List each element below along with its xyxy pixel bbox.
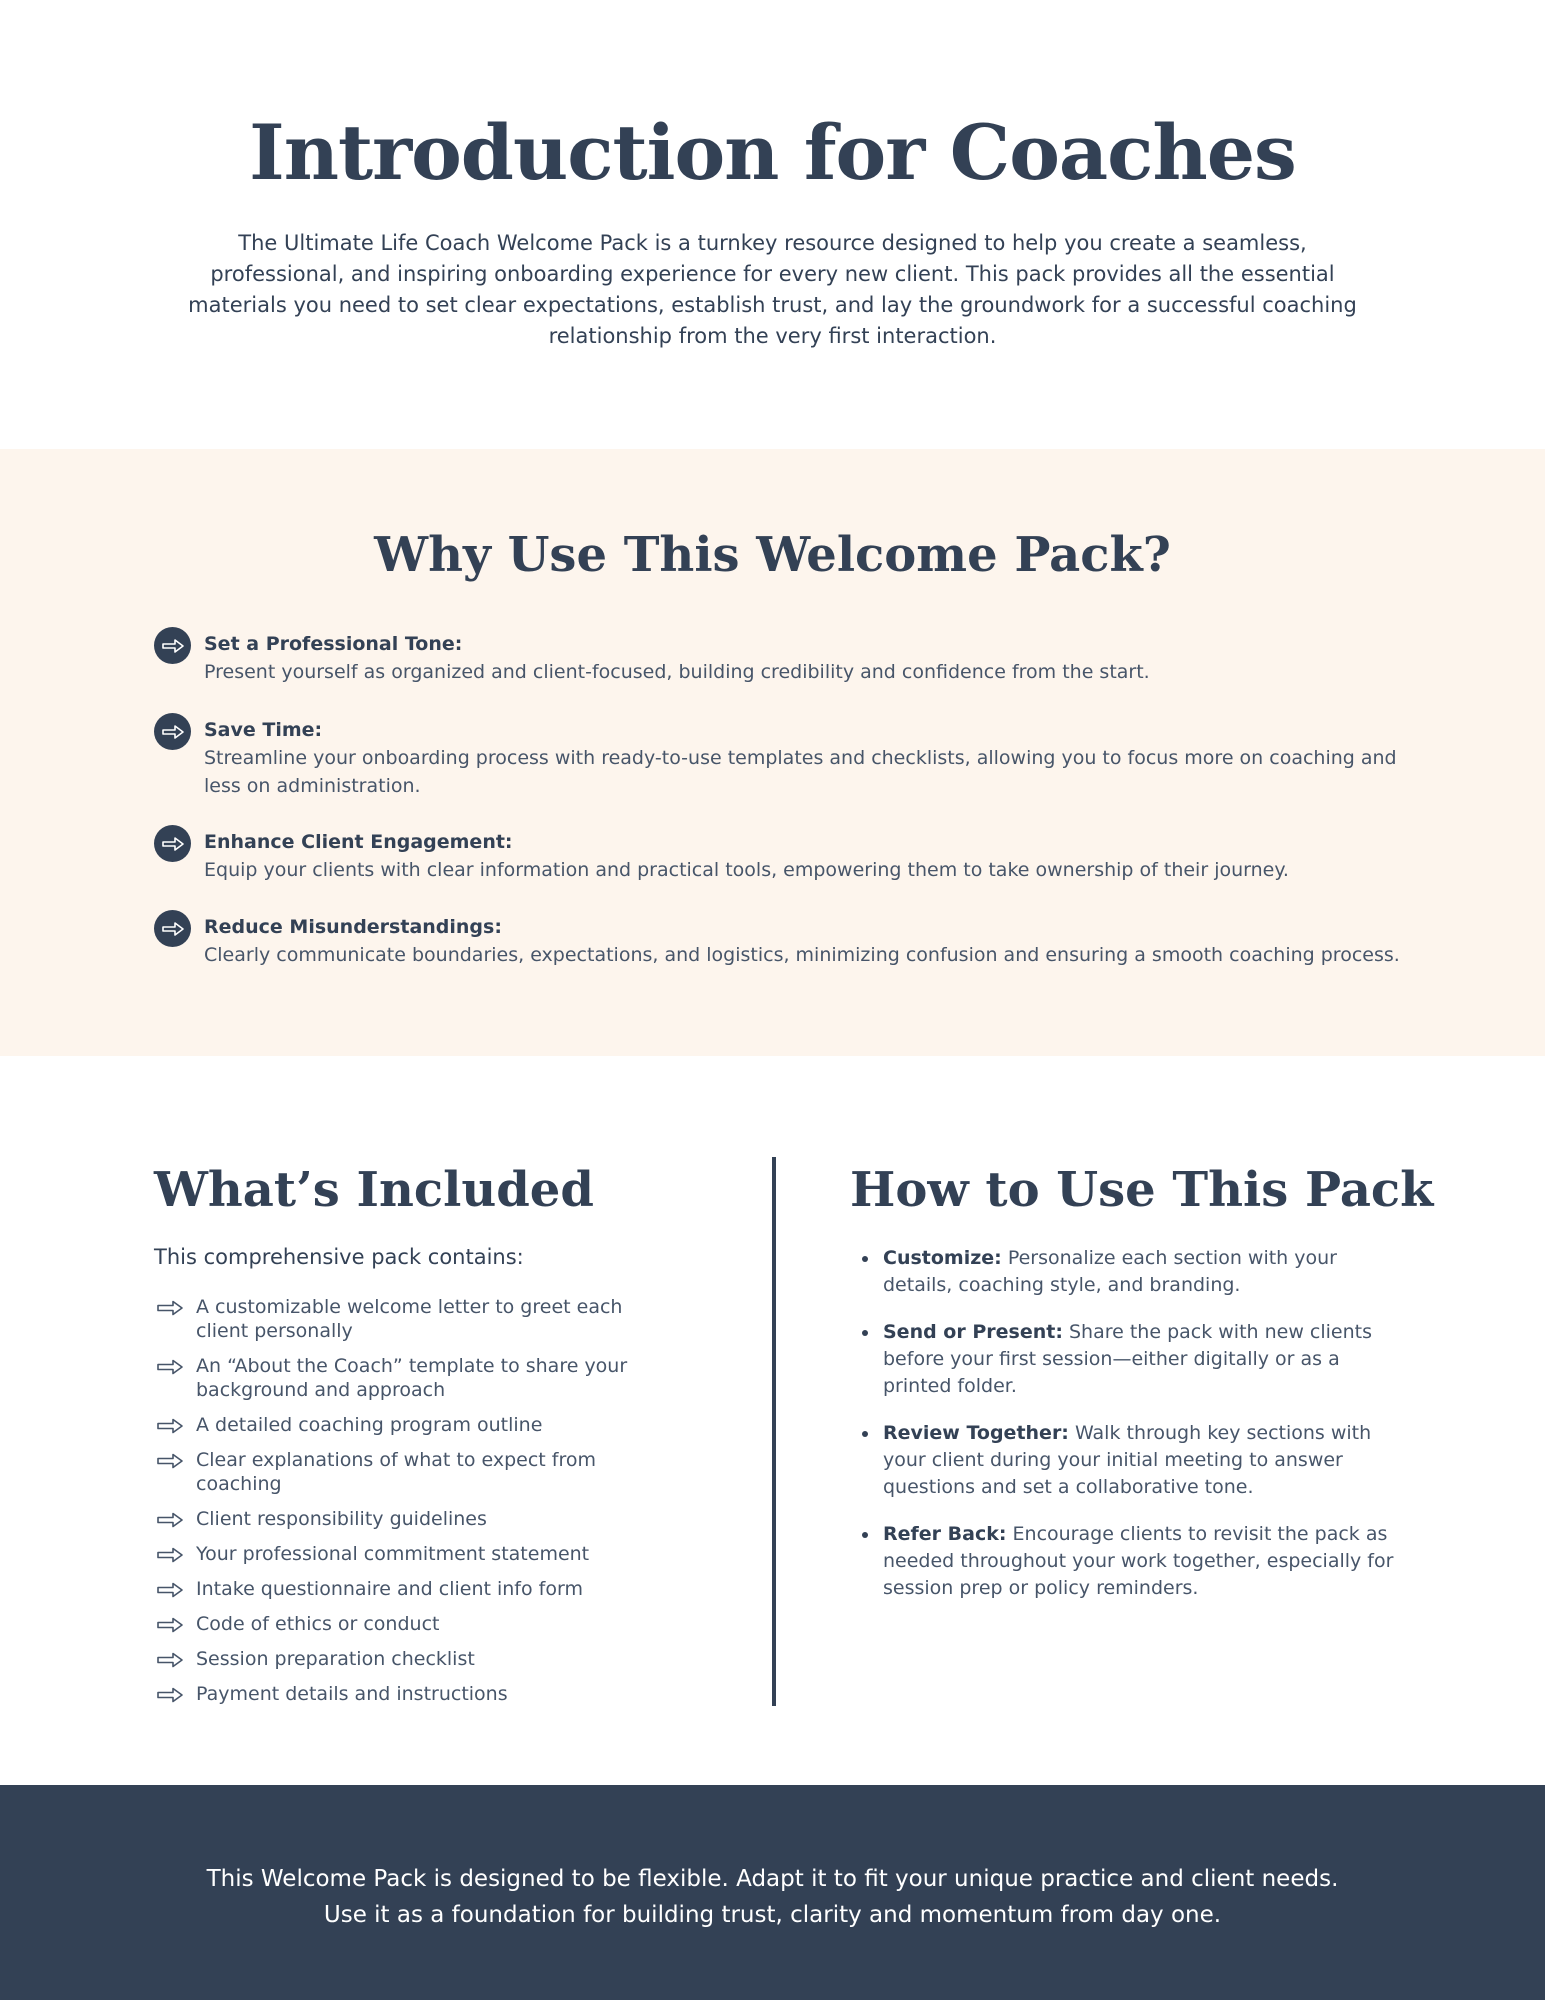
- how-item: [862, 1521, 1402, 1602]
- page-title: Introduction for Coaches: [249, 108, 1296, 197]
- how-item: [862, 1319, 1402, 1400]
- how-item: [862, 1245, 1402, 1299]
- how-item-text: Walk through key sections with your client during your initial meeting to answer questions and set a collaborative tone.: [883, 1422, 1372, 1498]
- included-item: [154, 1682, 674, 1706]
- included-item-text: Payment details and instructions: [196, 1683, 508, 1705]
- why-item-text: Equip your clients with clear information and practical tools, empowering them to take ownership of their journey.: [204, 859, 1289, 881]
- arrow-right-circle-icon: [154, 627, 191, 664]
- why-item: [154, 630, 1404, 686]
- included-item: [154, 1647, 674, 1671]
- included-item: [154, 1295, 674, 1343]
- why-item-text: Present yourself as organized and client-focused, building credibility and confidence from the start.: [204, 661, 1150, 683]
- included-item-text: Intake questionnaire and client info form: [196, 1578, 583, 1600]
- included-item-text: Session preparation checklist: [196, 1648, 475, 1670]
- how-item-title: Send or Present:: [883, 1321, 1063, 1343]
- included-item: [154, 1413, 674, 1437]
- why-item: [154, 828, 1404, 884]
- included-item-text: A customizable welcome letter to greet each client personally: [196, 1296, 623, 1342]
- included-item: [154, 1507, 674, 1531]
- how-item: [862, 1420, 1402, 1501]
- how-item-title: Refer Back:: [883, 1523, 1007, 1545]
- how-to-use-list: [862, 1245, 1402, 1622]
- arrow-right-circle-icon: [154, 910, 191, 947]
- how-item-title: Review Together:: [883, 1422, 1069, 1444]
- why-item-text: Clearly communicate boundaries, expectations, and logistics, minimizing confusion and ensuring a smooth coaching process.: [204, 944, 1400, 966]
- included-item: [154, 1354, 674, 1402]
- why-heading: Why Use This Welcome Pack?: [374, 527, 1171, 583]
- why-item: [154, 913, 1404, 969]
- column-divider: [772, 1157, 776, 1706]
- how-item-text: Encourage clients to revisit the pack as needed throughout your work together, especially for session prep or policy reminders.: [883, 1523, 1394, 1599]
- included-list: [154, 1295, 674, 1717]
- why-item: [154, 716, 1404, 800]
- how-item-title: Customize:: [883, 1247, 1002, 1269]
- how-to-use-heading: How to Use This Pack: [850, 1162, 1434, 1218]
- included-item: [154, 1577, 674, 1601]
- arrow-right-circle-icon: [154, 713, 191, 750]
- footer-line-2: Use it as a foundation for building trust, clarity and momentum from day one.: [323, 1902, 1222, 1928]
- why-item-title: Enhance Client Engagement:: [204, 831, 513, 853]
- included-item-text: Clear explanations of what to expect from coaching: [196, 1449, 597, 1495]
- included-item: [154, 1542, 674, 1566]
- why-item-title: Reduce Misunderstandings:: [204, 916, 502, 938]
- included-subheading: This comprehensive pack contains:: [154, 1245, 524, 1269]
- how-item-text: Share the pack with new clients before your first session—either digitally or as a printed folder.: [883, 1321, 1373, 1397]
- included-item-text: Code of ethics or conduct: [196, 1613, 440, 1635]
- included-item-text: A detailed coaching program outline: [196, 1414, 543, 1436]
- footer-line-1: This Welcome Pack is designed to be flexible. Adapt it to fit your unique practice and client needs.: [206, 1866, 1339, 1892]
- how-item-text: Personalize each section with your details, coaching style, and branding.: [883, 1247, 1337, 1296]
- arrow-right-circle-icon: [154, 825, 191, 862]
- whats-included-heading: What’s Included: [154, 1162, 594, 1218]
- why-item-title: Save Time:: [204, 719, 323, 741]
- why-section: [0, 449, 1545, 1056]
- included-item: [154, 1612, 674, 1636]
- intro-paragraph: The Ultimate Life Coach Welcome Pack is a turnkey resource designed to help you create a seamless, professional, and inspiring onboarding experience for every new client. This pack provides all the essential materials you need to set clear expectations, establish trust, and lay the groundwork for a successful coaching relationship from the very first interaction.: [188, 231, 1357, 348]
- footer-banner: [0, 1785, 1545, 2000]
- included-item-text: An “About the Coach” template to share your background and approach: [196, 1355, 628, 1401]
- why-item-title: Set a Professional Tone:: [204, 633, 463, 655]
- included-item: [154, 1448, 674, 1496]
- included-item-text: Client responsibility guidelines: [196, 1508, 487, 1530]
- included-item-text: Your professional commitment statement: [196, 1543, 590, 1565]
- why-item-text: Streamline your onboarding process with ready-to-use templates and checklists, allowing you to focus more on coaching and less on administration.: [204, 747, 1397, 797]
